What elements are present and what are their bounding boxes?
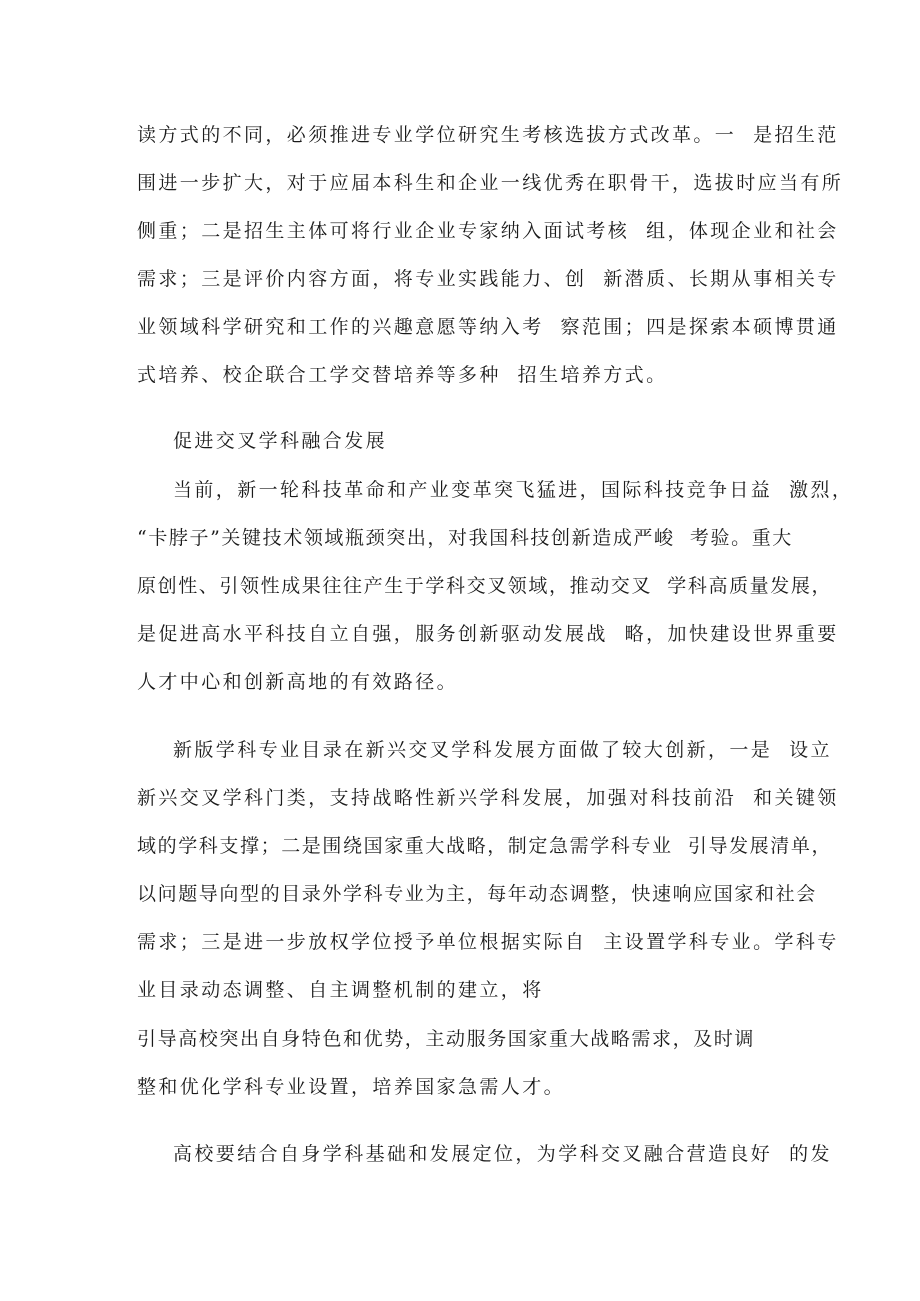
paragraph-2-line-2: “卡脖子”关键技术领域瓶颈突出，对我国科技创新造成严峻 考验。重大 (137, 527, 793, 549)
paragraph-3-line-3: 域的学科支撑；二是围绕国家重大战略，制定急需学科专业 引导发展清单， (137, 835, 833, 857)
paragraph-4-line-1: 高校要结合自身学科基础和发展定位，为学科交叉融合营造良好 的发 (173, 1143, 832, 1165)
paragraph-2-line-1: 当前，新一轮科技革命和产业变革突飞猛进，国际科技竞争日益 激烈， (173, 479, 854, 501)
paragraph-3-line-4: 以问题导向型的目录外学科专业为主，每年动态调整，快速响应国家和社会 (137, 883, 817, 905)
section-heading: 促进交叉学科融合发展 (173, 430, 388, 452)
paragraph-2-line-3: 原创性、引领性成果往往产生于学科交叉领域，推动交叉 学科高质量发展， (137, 575, 833, 597)
paragraph-1-line-5: 业领域科学研究和工作的兴趣意愿等纳入考 察范围；四是探索本硕博贯通 (137, 316, 839, 338)
paragraph-3-line-8: 整和优化学科专业设置，培养国家急需人才。 (137, 1076, 566, 1098)
paragraph-3-line-7: 引导高校突出自身特色和优势，主动服务国家重大战略需求，及时调 (137, 1028, 756, 1050)
paragraph-3-line-2: 新兴交叉学科门类，支持战略性新兴学科发展，加强对科技前沿 和关键领 (137, 787, 839, 809)
paragraph-3-line-5: 需求；三是进一步放权学位授予单位根据实际自 主设置学科专业。学科专 (137, 931, 839, 953)
paragraph-1-line-6: 式培养、校企联合工学交替培养等多种 招生培养方式。 (137, 364, 668, 386)
paragraph-2-line-4: 是促进高水平科技自立自强，服务创新驱动发展战 略，加快建设世界重要 (137, 623, 839, 645)
paragraph-3-line-1: 新版学科专业目录在新兴交叉学科发展方面做了较大创新，一是 设立 (173, 739, 832, 761)
paragraph-1-line-2: 围进一步扩大，对于应届本科生和企业一线优秀在职骨干，选拔时应当有所 (137, 172, 844, 194)
paragraph-1-line-4: 需求；三是评价内容方面，将专业实践能力、创 新潜质、长期从事相关专 (137, 268, 839, 290)
paragraph-2-line-5: 人才中心和创新高地的有效路径。 (137, 671, 459, 693)
paragraph-1-line-3: 侧重；二是招生主体可将行业企业专家纳入面试考核 组，体现企业和社会 (137, 220, 839, 242)
paragraph-1-line-1: 读方式的不同，必须推进专业学位研究生考核选拔方式改革。一 是招生范 (137, 124, 839, 146)
paragraph-3-line-6: 业目录动态调整、自主调整机制的建立，将 (137, 979, 544, 1001)
